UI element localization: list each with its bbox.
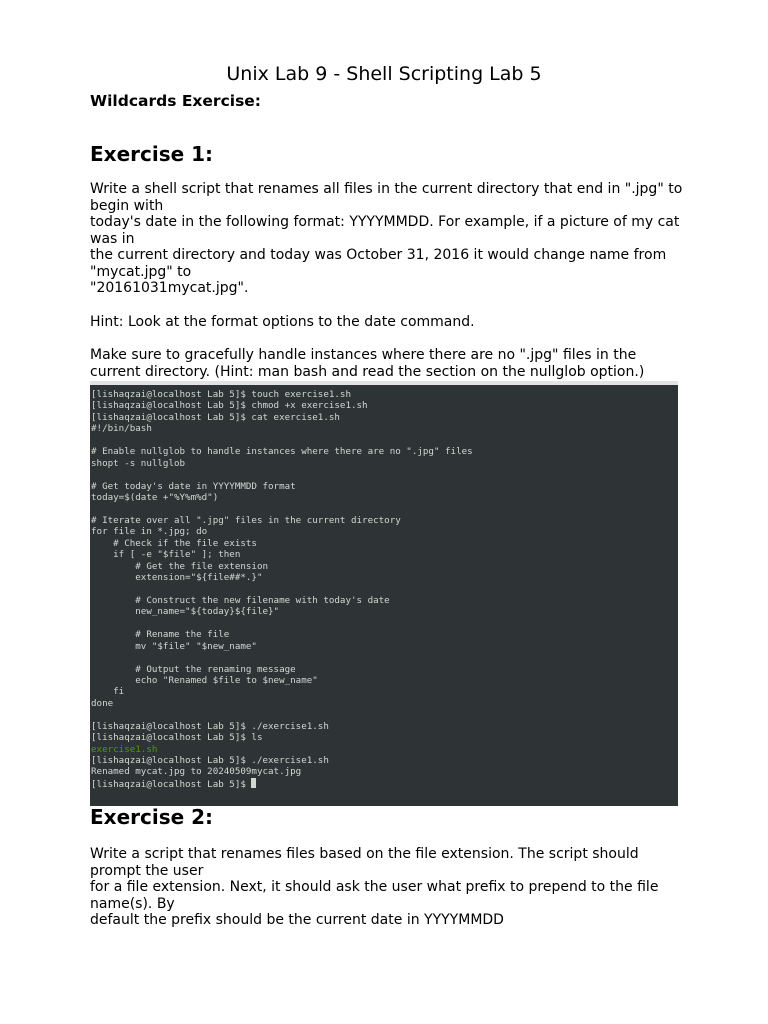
terminal-line-text: done — [91, 697, 114, 709]
section-heading: Wildcards Exercise: — [90, 92, 262, 110]
terminal-line — [91, 629, 678, 640]
text-line: name(s). By — [90, 895, 175, 912]
terminal-line — [91, 618, 678, 629]
terminal-line — [91, 595, 678, 606]
terminal-line — [91, 755, 678, 766]
text-line: Hint: Look at the format options to the date command. — [90, 314, 475, 330]
exercise-1-heading: Exercise 1: — [90, 142, 214, 166]
terminal-line-text: exercise1.sh — [91, 743, 158, 755]
terminal-line-text: [lishaqzai@localhost Lab 5]$ ./exercise1.sh — [91, 720, 329, 732]
terminal-line — [91, 744, 678, 755]
terminal-line-text: # Get today's date in YYYYMMDD format — [91, 480, 296, 492]
terminal-line — [91, 698, 678, 709]
terminal-line-text: [lishaqzai@localhost Lab 5]$ — [91, 778, 252, 790]
terminal-line-text: # Rename the file — [91, 629, 230, 641]
text-line: "20161031mycat.jpg". — [90, 280, 249, 296]
terminal-line — [91, 389, 678, 400]
terminal-line-text: shopt -s nullglob — [91, 457, 186, 469]
terminal-line — [91, 721, 678, 732]
exercise-1-description — [90, 181, 683, 297]
terminal-screenshot — [90, 381, 678, 806]
terminal-line-text: Renamed mycat.jpg to 20240509mycat.jpg — [91, 766, 302, 778]
text-line: for a file extension. Next, it should ask the user what prefix to prepend to the file — [90, 879, 659, 895]
terminal-line — [91, 515, 678, 526]
terminal-line — [91, 400, 678, 411]
terminal-line — [91, 435, 678, 446]
terminal-line — [91, 423, 678, 434]
text-line: current directory. (Hint: man bash and read the section on the nullglob option.) — [90, 363, 645, 380]
terminal-line — [91, 503, 678, 514]
terminal-line — [91, 675, 678, 686]
terminal-line-text: echo "Renamed $file to $new_name" — [91, 674, 318, 686]
document-title: Unix Lab 9 - Shell Scripting Lab 5 — [226, 63, 542, 85]
terminal-line-text: today=$(date +"%Y%m%d") — [91, 491, 219, 503]
text-line: today's date in the following format: YYYYMMDD. For example, if a picture of my cat — [90, 214, 680, 230]
terminal-line-text: [lishaqzai@localhost Lab 5]$ chmod +x exercise1.sh — [91, 400, 368, 412]
text-line: begin with — [90, 197, 164, 214]
terminal-line-text: # Check if the file exists — [91, 537, 257, 549]
terminal-line-text: # Enable nullglob to handle instances where there are no ".jpg" files — [91, 446, 473, 458]
terminal-line — [91, 446, 678, 457]
terminal-line — [91, 606, 678, 617]
exercise-1-note — [90, 347, 680, 380]
terminal-line — [91, 686, 678, 697]
terminal-line — [91, 766, 678, 777]
text-line: "mycat.jpg" to — [90, 263, 192, 280]
text-line: default the prefix should be the current date in YYYYMMDD — [90, 912, 504, 928]
terminal-line — [91, 652, 678, 663]
terminal-line — [91, 458, 678, 469]
terminal-line — [91, 641, 678, 652]
terminal-line — [91, 572, 678, 583]
text-line: Write a script that renames files based on the file extension. The script should — [90, 846, 639, 862]
terminal-line — [91, 526, 678, 537]
terminal-line — [91, 481, 678, 492]
terminal-line-text: for file in *.jpg; do — [91, 526, 208, 538]
terminal-line-text: mv "$file" "$new_name" — [91, 640, 257, 652]
terminal-line-text: # Get the file extension — [91, 560, 269, 572]
terminal-line-text: if [ -e "$file" ]; then — [91, 549, 241, 561]
terminal-line-text: [lishaqzai@localhost Lab 5]$ touch exercise1.sh — [91, 389, 351, 400]
text-line: was in — [90, 230, 135, 247]
terminal-line — [91, 561, 678, 572]
text-line: Write a shell script that renames all files in the current directory that end in ".jpg" to — [90, 181, 683, 197]
terminal-line — [91, 664, 678, 675]
text-line: the current directory and today was October 31, 2016 it would change name from — [90, 247, 667, 263]
terminal-line — [91, 709, 678, 720]
terminal-line-text: [lishaqzai@localhost Lab 5]$ cat exercise1.sh — [91, 411, 340, 423]
terminal-line-text: #!/bin/bash — [91, 423, 152, 435]
exercise-2-heading: Exercise 2: — [90, 805, 214, 829]
terminal-line — [91, 469, 678, 480]
text-line: Make sure to gracefully handle instances where there are no ".jpg" files in the — [90, 347, 637, 363]
terminal-line-text: [lishaqzai@localhost Lab 5]$ ls — [91, 732, 263, 744]
terminal-line — [91, 549, 678, 560]
terminal-line — [91, 412, 678, 423]
terminal-line — [91, 732, 678, 743]
text-line: prompt the user — [90, 862, 204, 879]
exercise-1-hint — [90, 314, 680, 331]
terminal-line — [91, 492, 678, 503]
terminal-line-text: # Construct the new filename with today's date — [91, 594, 390, 606]
terminal-line-text: new_name="${today}${file}" — [91, 606, 280, 618]
terminal-line-text: [lishaqzai@localhost Lab 5]$ ./exercise1.sh — [91, 755, 329, 766]
terminal-line-text: # Output the renaming message — [91, 663, 296, 675]
terminal-line — [91, 538, 678, 549]
terminal-line-text: extension="${file##*.}" — [91, 572, 263, 583]
terminal-cursor — [251, 778, 256, 788]
terminal-line — [91, 583, 678, 594]
terminal-line-text: fi — [91, 686, 125, 698]
terminal-line — [91, 778, 678, 789]
terminal-line-text: # Iterate over all ".jpg" files in the current directory — [91, 514, 401, 526]
exercise-2-description — [90, 846, 680, 929]
